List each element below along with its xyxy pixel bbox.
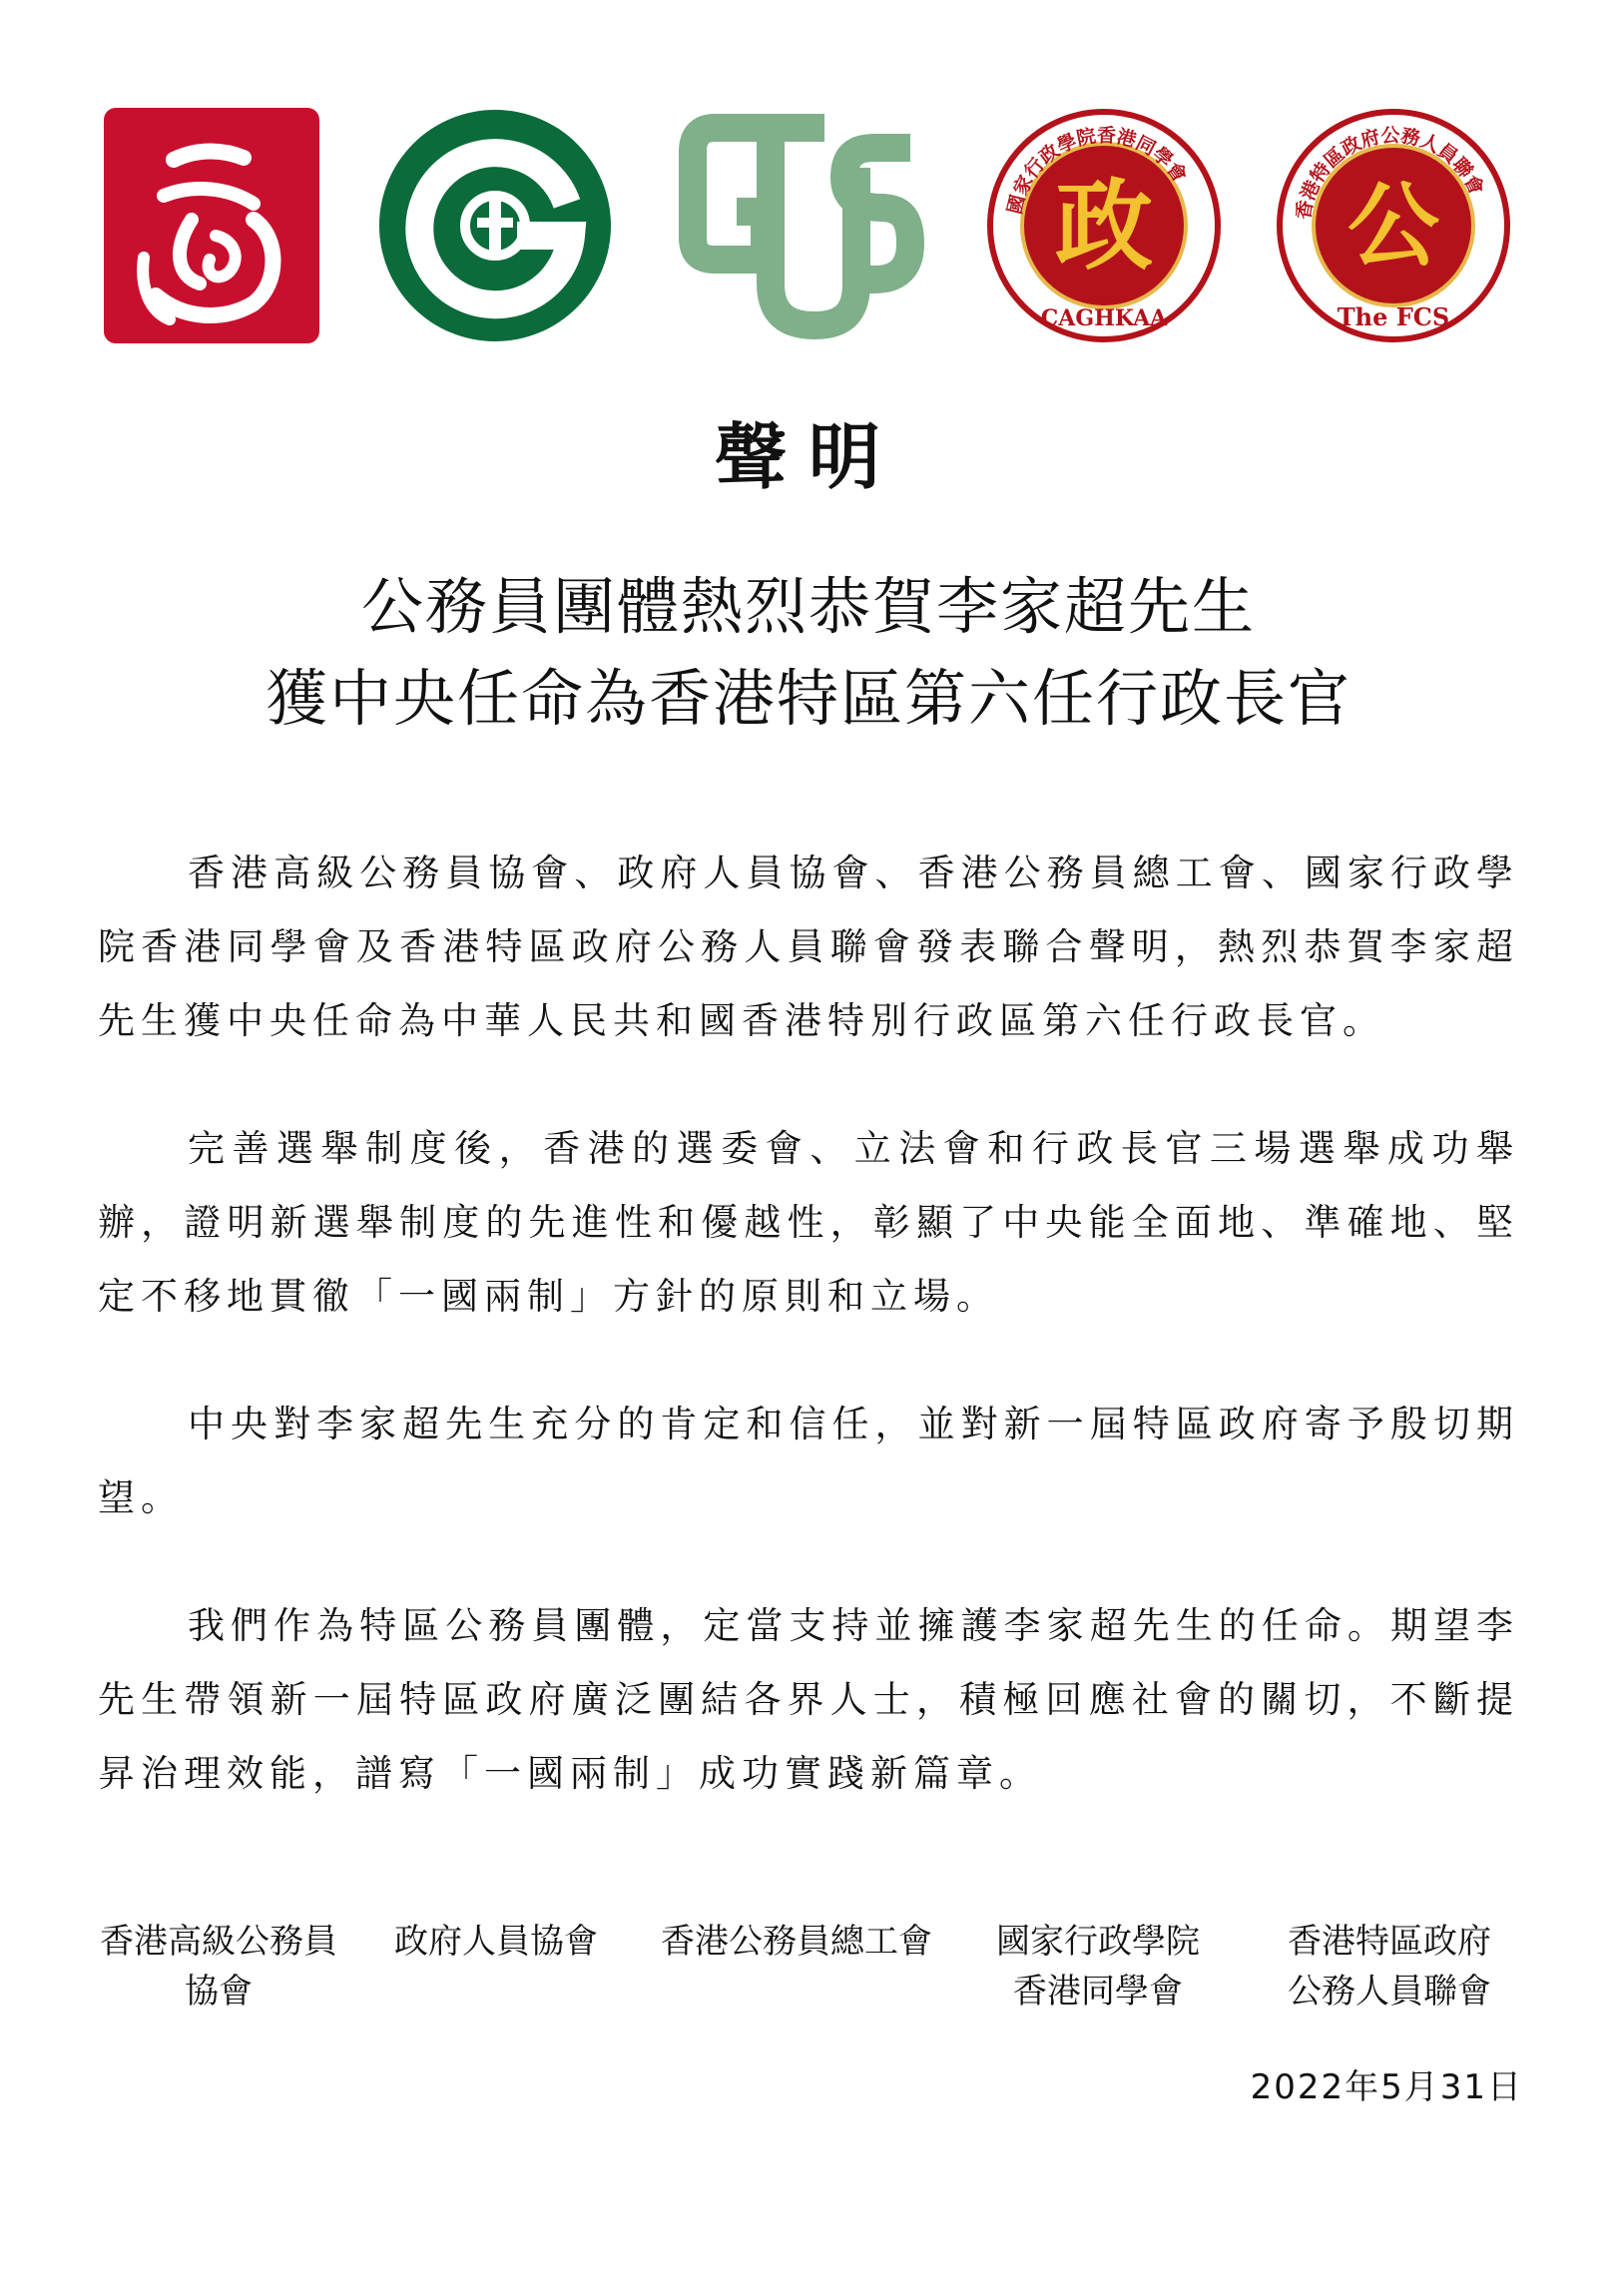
ahcsa-logo [104, 108, 319, 343]
statement-body [98, 837, 1519, 1865]
paragraph-3: 中央對李家超先生充分的肯定和信任，並對新一屆特區政府寄予殷切期望。 [98, 1403, 1519, 1519]
logo-row [100, 108, 1517, 347]
subtitle-line-2: 獲中央任命為香港特區第六任行政長官 [265, 662, 1351, 735]
signatory-line-1: 香港高級公務員 [100, 1922, 337, 1962]
signatory-line-2: 公務人員聯會 [1288, 1972, 1491, 2011]
fcs-ring-text: 香港特區政府公務人員聯會 [1292, 124, 1488, 222]
signatory-ahcsa [96, 1917, 341, 2016]
statement-subtitle [0, 561, 1617, 745]
caghkaa-abbr: CAGHKAA [1040, 305, 1168, 331]
gea-logo [377, 108, 613, 343]
signatory-line-1: 香港特區政府 [1288, 1922, 1491, 1962]
signatory-fcs [1280, 1917, 1499, 2016]
signatory-gea [391, 1917, 601, 1967]
fcs-logo [1276, 108, 1511, 343]
signatory-line-2: 協會 [185, 1972, 253, 2011]
statement-heading: 聲明 [714, 415, 902, 499]
fcs-center-char: 公 [1347, 172, 1440, 280]
subtitle-line-1: 公務員團體熱烈恭賀李家超先生 [360, 570, 1256, 643]
signatory-hkcsgu [655, 1917, 938, 1967]
caghkaa-logo [986, 108, 1222, 343]
signatories [96, 1917, 1525, 2036]
statement-date: 2022年5月31日 [1250, 2067, 1523, 2107]
signatory-line-1: 香港公務員總工會 [661, 1922, 932, 1962]
signatory-line-1: 國家行政學院 [996, 1922, 1200, 1962]
paragraph-1: 香港高級公務員協會、政府人員協會、香港公務員總工會、國家行政學院香港同學會及香港特區政府公務人員聯會發表聯合聲明，熱烈恭賀李家超先生獲中央任命為中華人民共和國香港特別行政區第六任行政長官。 [98, 852, 1519, 1042]
hkcsgu-logo [675, 108, 924, 343]
caghkaa-center-char: 政 [1054, 169, 1154, 284]
paragraph-4: 我們作為特區公務員團體，定當支持並擁護李家超先生的任命。期望李先生帶領新一屆特區政府廣泛團結各界人士，積極回應社會的關切，不斷提昇治理效能，譜寫「一國兩制」成功實踐新篇章。 [98, 1604, 1519, 1795]
signatory-caghkaa [988, 1917, 1208, 2016]
signatory-line-2: 香港同學會 [1013, 1972, 1183, 2011]
signatory-line-1: 政府人員協會 [394, 1922, 598, 1962]
fcs-abbr: The FCS [1337, 302, 1450, 331]
caghkaa-ring-text: 國家行政學院香港同學會 [1003, 124, 1191, 217]
paragraph-2: 完善選舉制度後，香港的選委會、立法會和行政長官三場選舉成功舉辦，證明新選舉制度的先進性和優越性，彰顯了中央能全面地、準確地、堅定不移地貫徹「一國兩制」方針的原則和立場。 [98, 1127, 1519, 1318]
